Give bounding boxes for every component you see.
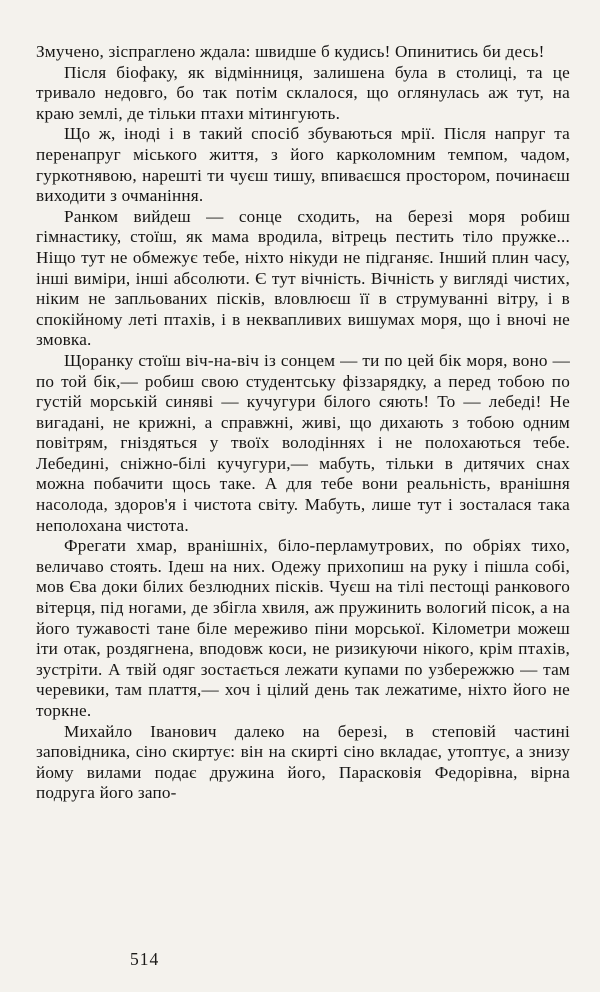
paragraph: Ранком вийдеш — сонце сходить, на березі моря робиш гімнастику, стоїш, як мама вродила, вітрець пестить тіло пружке... Ніщо тут не обмежує тебе, ніхто нікуди не підганяє. Інший плин часу, інші виміри, інші абсолюти. Є тут вічність. Вічність у вигляді чистих, ніким не запльованих пісків, вловлюєш її в струмуванні вітру, і в спокійному леті птахів, і в неквапливих вишумах моря, що і вночі не змовка.: [36, 206, 570, 350]
paragraph: Фрегати хмар, вранішніх, біло-перламутрових, по обріях тихо, величаво стоять. Ідеш на них. Одежу прихопиш на руку і пішла собі, мов Єва доки білих безлюдних пісків. Чуєш на тілі пестощі ранкового вітерця, під ногами, де збігла хвиля, аж пружинить вологий пісок, а на його тужавості тане біле мереживо піни морської. Кілометри можеш іти отак, роздягнена, вподовж коси, не ризикуючи нікого, крім птахів, зустріти. А твій одяг зостається лежати купами по узбережжю — там черевики, там плаття,— хоч і цілий день так лежатиме, ніхто його не торкне.: [36, 536, 570, 720]
paragraph: Михайло Іванович далеко на березі, в степовій частині заповідника, сіно скиртує: він на скирті сіно вкладає, утоптує, а знизу йому вилами подає дружина його, Парасковія Федорівна, вірна подруга його запо-: [36, 721, 570, 803]
paragraph: Після біофаку, як відмінниця, залишена була в столиці, та це тривало недовго, бо так потім склалося, що оглянулась аж тут, на краю землі, де тільки птахи мітингують.: [36, 62, 570, 123]
page-number: 514: [130, 949, 160, 969]
page-text-block: [36, 42, 570, 804]
paragraph: Що ж, іноді і в такий спосіб збуваються мрії. Після напруг та перенапруг міського життя, з його карколомним темпом, чадом, гуркотнявою, нарешті ти чуєш тишу, впиваєшся простором, починаєш виходити з очманіння.: [36, 124, 570, 206]
paragraph: Щоранку стоїш віч-на-віч із сонцем — ти по цей бік моря, воно — по той бік,— робиш свою студентську фіззарядку, а перед тобою по густій морській синяві — кучугури білого сяють! То — лебеді! Не вигадані, не крижні, а справжні, живі, що дихають з тобою одним повітрям, гніздяться у твоїх володіннях і не полохаються тебе. Лебедині, сніжно-білі кучугури,— мабуть, тільки в дитячих снах можна побачити щось таке. А для тебе вони реальність, вранішня насолода, здоров'я і чистота світу. Мабуть, лише тут і зосталася така неполохана чистота.: [36, 350, 570, 535]
paragraph: Змучено, зіспраглено ждала: швидше б кудись! Опинитись би десь!: [36, 42, 545, 61]
